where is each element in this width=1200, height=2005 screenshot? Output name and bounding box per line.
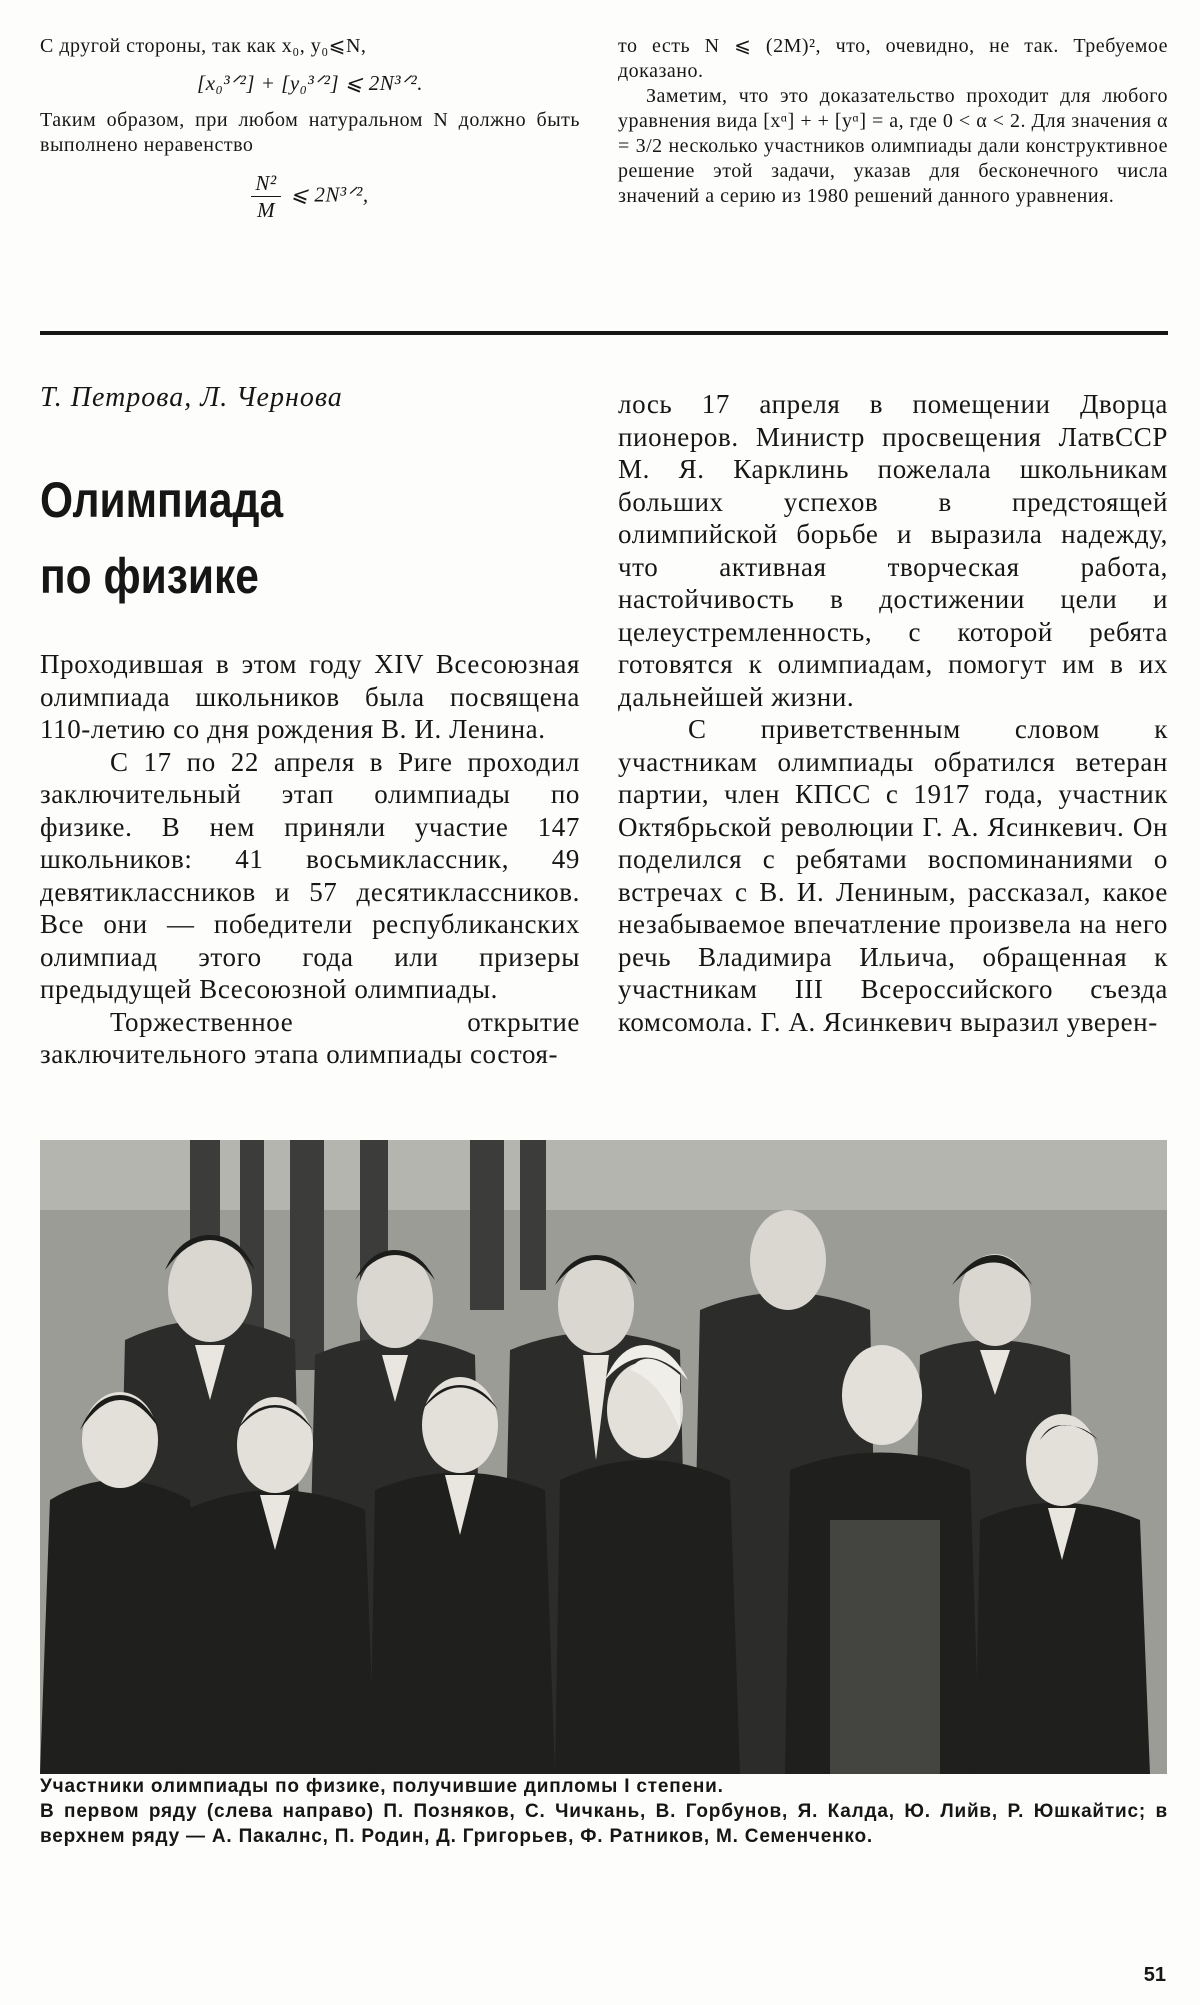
article-left-column [40, 648, 580, 1071]
fraction [251, 170, 280, 223]
top-left-column [40, 34, 580, 235]
fraction-denominator: M [257, 198, 276, 222]
group-photo [40, 1140, 1167, 1774]
article-title-line1: Олимпиада [40, 472, 284, 528]
section-divider [40, 331, 1168, 335]
fraction-rest: ⩽ 2N³ᐟ², [290, 182, 369, 207]
formula-floor-sum: [x₀³ᐟ²] + [y₀³ᐟ²] ⩽ 2N³ᐟ². [197, 71, 423, 95]
top-right-column [618, 34, 1168, 209]
article-right-column [618, 388, 1168, 1038]
photo-caption [40, 1774, 1168, 1849]
article-title [40, 462, 516, 614]
photo-caption-line1: Участники олимпиады по физике, получившие дипломы I степени. [40, 1776, 724, 1797]
top-left-line1: С другой стороны, так как x₀, y₀⩽N, [40, 35, 367, 57]
article-left-p1: Проходившая в этом году XIV Всесоюзная олимпиада школьников была посвящена 110-летию со дня рождения В. И. Ленина. [40, 649, 580, 744]
top-left-text: Таким образом, при любом натуральном N должно быть выполнено неравенство [40, 109, 580, 156]
formula-fraction [40, 170, 580, 223]
article-title-line2: по физике [40, 548, 259, 604]
top-right-p2: Заметим, что это доказательство проходит для любого уравнения вида [xᵅ] + + [yᵅ] = a, где 0 < α < 2. Для значения α = 3/2 несколько участников олимпиады дали конструктивное решение этой задачи, указав для бесконечного числа значений a серию из 1980 решений данного уравнения. [618, 85, 1168, 207]
article-authors: Т. Петрова, Л. Чернова [40, 382, 343, 413]
article-right-p2: С приветственным словом к участникам олимпиады обратился ветеран партии, член КПСС с 1917 года, участник Октябрьской революции Г. А. Ясинкевич. Он поделился с ребятами воспоминаниями о встречах с В. И. Лениным, рассказал, какое незабываемое впечатление произвела на него речь Владимира Ильича, обращенная к участникам III Всероссийского съезда комсомола. Г. А. Ясинкевич выразил уверен- [618, 714, 1168, 1037]
photo-caption-names: В первом ряду (слева направо) П. Позняков, С. Чичкань, В. Горбунов, Я. Калда, Ю. Лийв, Р. Юшкайтис; в верхнем ряду — А. Пакалнс, П. Родин, Д. Григорьев, Ф. Ратников, М. Семенченко. [40, 1801, 1168, 1847]
fraction-numerator: N² [251, 170, 280, 197]
page-number: 51 [1143, 1964, 1166, 1986]
article-left-p3: Торжественное открытие заключительного этапа олимпиады состоя- [40, 1006, 580, 1069]
group-photo-drawing [40, 1140, 1167, 1774]
article-left-p2: С 17 по 22 апреля в Риге проходил заключительный этап олимпиады по физике. В нем приняли участие 147 школьников: 41 восьмиклассник, 49 девятиклассников и 57 десятиклассников. Все они — победители республиканских олимпиад этого года или призеры предыдущей Всесоюзной олимпиады. [40, 746, 580, 1004]
article-right-p1: лось 17 апреля в помещении Дворца пионеров. Министр просвещения ЛатвССР М. Я. Карклинь пожелала школьникам больших успехов в предстоящей олимпийской борьбе и выразила надежду, что активная творческая работа, настойчивость в достижении цели и целеустремленность, с которой ребята готовятся к олимпиадам, помогут им в их дальнейшей жизни. [618, 389, 1168, 712]
top-right-p1: то есть N ⩽ (2M)², что, очевидно, не так. Требуемое доказано. [618, 35, 1168, 82]
